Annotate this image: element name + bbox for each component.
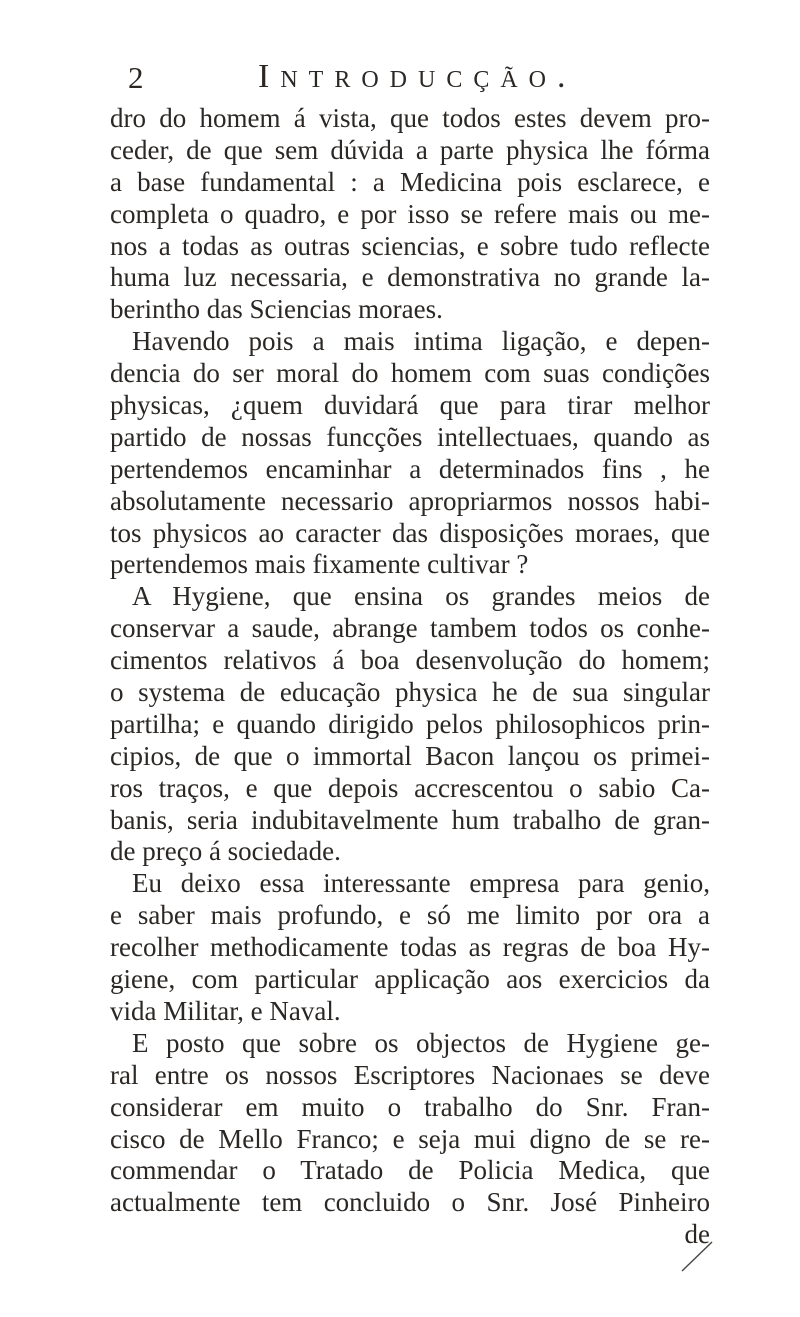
text-line: e saber mais profundo, e só me limito por ora a: [110, 900, 710, 931]
page-number: 2: [128, 60, 144, 95]
text-line: tos physicos ao caracter das disposições moraes, que: [110, 517, 710, 548]
paragraph-start-line: E posto que sobre os objectos de Hygiene ge-: [132, 1027, 710, 1058]
text-line: huma luz necessaria, e demonstrativa no grande la-: [110, 262, 710, 293]
text-line: de preço á sociedade.: [110, 836, 341, 867]
text-line: physicas, ¿quem duvidará que para tirar melhor: [110, 390, 710, 421]
text-line: absolutamente necessario apropriarmos nossos habi-: [110, 485, 710, 516]
text-line: completa o quadro, e por isso se refere mais ou me-: [110, 198, 710, 229]
text-line: berintho das Sciencias moraes.: [110, 294, 443, 325]
text-line: commendar o Tratado de Policia Medica, que: [110, 1155, 710, 1186]
running-title: Introducção.: [258, 58, 577, 95]
text-line: cipios, de que o immortal Bacon lançou os primei-: [110, 740, 710, 771]
text-line: partilha; e quando dirigido pelos philosophicos prin-: [110, 708, 710, 739]
text-line: pertendemos encaminhar a determinados fins , he: [110, 453, 710, 484]
text-line: pertendemos mais fixamente cultivar ?: [110, 549, 529, 580]
text-line: a base fundamental : a Medicina pois esclarece, e: [110, 166, 710, 197]
text-line: ros traços, e que depois accrescentou o sabio Ca-: [110, 772, 710, 803]
text-line: considerar em muito o trabalho do Snr. Fran-: [110, 1091, 710, 1122]
paragraph-start-line: Eu deixo essa interessante empresa para genio,: [132, 868, 710, 899]
text-line: o systema de educação physica he de sua singular: [110, 677, 710, 708]
text-line: cimentos relativos á boa desenvolução do homem;: [110, 645, 710, 676]
text-line: banis, seria indubitavelmente hum trabalho de gran-: [110, 804, 710, 835]
text-line: conservar a saude, abrange tambem todos os conhe-: [110, 613, 710, 644]
text-line: dencia do ser moral do homem com suas condições: [110, 358, 710, 389]
text-line: recolher methodicamente todas as regras de boa Hy-: [110, 932, 710, 963]
text-line: giene, com particular applicação aos exercicios da: [110, 964, 710, 995]
text-line: dro do homem á vista, que todos estes devem pro-: [110, 103, 710, 133]
paragraph-start-line: Havendo pois a mais intima ligação, e depen-: [132, 326, 710, 357]
body-text: [110, 103, 710, 1251]
paragraph-start-line: A Hygiene, que ensina os grandes meios de: [132, 581, 710, 612]
text-line: actualmente tem concluido o Snr. José Pinheiro: [110, 1187, 710, 1218]
text-line: cisco de Mello Franco; e seja mui digno de se re-: [110, 1123, 710, 1154]
text-line: nos a todas as outras sciencias, e sobre tudo reflecte: [110, 230, 710, 261]
text-line: ceder, de que sem dúvida a parte physica lhe fórma: [110, 134, 710, 165]
text-line: vida Militar, e Naval.: [110, 995, 341, 1026]
text-line: partido de nossas funcções intellectuaes, quando as: [110, 421, 710, 452]
ink-mark: [678, 1238, 718, 1274]
catchword: de: [684, 1219, 710, 1250]
text-line: ral entre os nossos Escriptores Nacionaes se deve: [110, 1059, 710, 1090]
